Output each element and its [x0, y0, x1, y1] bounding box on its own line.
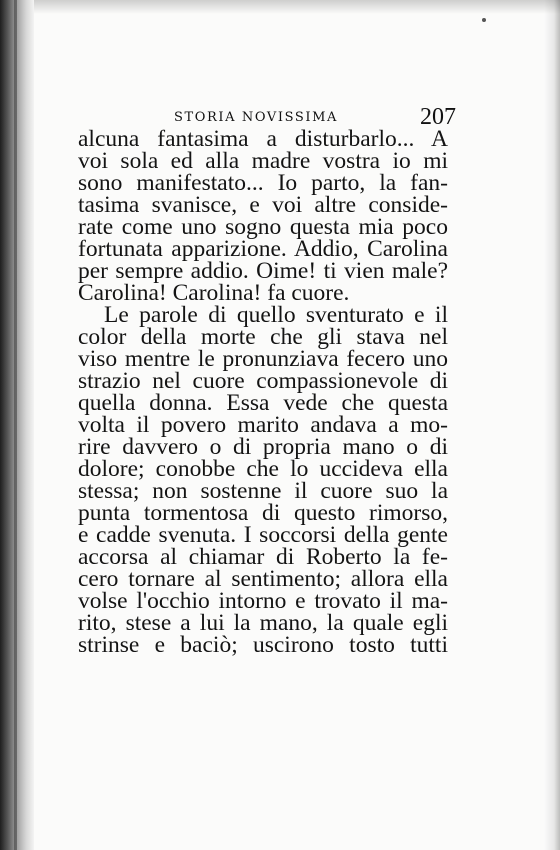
text-line: punta tormentosa di questo rimorso,: [78, 500, 448, 526]
spine-binding-line: [14, 0, 17, 850]
book-spine-gutter: [0, 0, 34, 850]
text-line: e cadde svenuta. I soccorsi della gente: [78, 522, 448, 548]
text-line: rate come uno sogno questa mia poco: [78, 214, 448, 240]
text-line: cero tornare al sentimento; allora ella: [78, 566, 448, 592]
page-right-edge-shadow: [544, 0, 560, 850]
body-text: [78, 128, 448, 656]
text-line: tasima svanisce, e voi altre conside-: [78, 192, 448, 218]
paper-speck: [482, 18, 486, 22]
text-line: strazio nel cuore compassionevole di: [78, 368, 448, 394]
text-line: rire davvero o di propria mano o di: [78, 434, 448, 460]
paragraph-first-line: Le parole di quello sventurato e il: [104, 302, 448, 328]
text-line: stessa; non sostenne il cuore suo la: [78, 478, 448, 504]
text-line: sono manifestato... Io parto, la fan-: [78, 170, 448, 196]
text-line: fortunata apparizione. Addio, Carolina: [78, 236, 448, 262]
text-line: quella donna. Essa vede che questa: [78, 390, 448, 416]
text-line: per sempre addio. Oime! ti vien male?: [78, 258, 448, 284]
text-line: strinse e baciò; uscirono tosto tutti: [78, 632, 448, 658]
text-line: color della morte che gli stava nel: [78, 324, 448, 350]
text-line: voi sola ed alla madre vostra io mi: [78, 148, 448, 174]
text-line: viso mentre le pronunziava fecero uno: [78, 346, 448, 372]
running-title: STORIA NOVISSIMA: [174, 110, 339, 125]
page-number: 207: [420, 104, 456, 130]
text-line: dolore; conobbe che lo uccideva ella: [78, 456, 448, 482]
text-line: volta il povero marito andava a mo-: [78, 412, 448, 438]
text-line: Carolina! Carolina! fa cuore.: [78, 280, 350, 306]
text-line: rito, stese a lui la mano, la quale egli: [78, 610, 448, 636]
text-line: alcuna fantasima a disturbarlo... A: [78, 126, 448, 152]
page-top-shadow: [0, 0, 560, 14]
text-line: accorsa al chiamar di Roberto la fe-: [78, 544, 448, 570]
text-line: volse l'occhio intorno e trovato il ma-: [78, 588, 448, 614]
